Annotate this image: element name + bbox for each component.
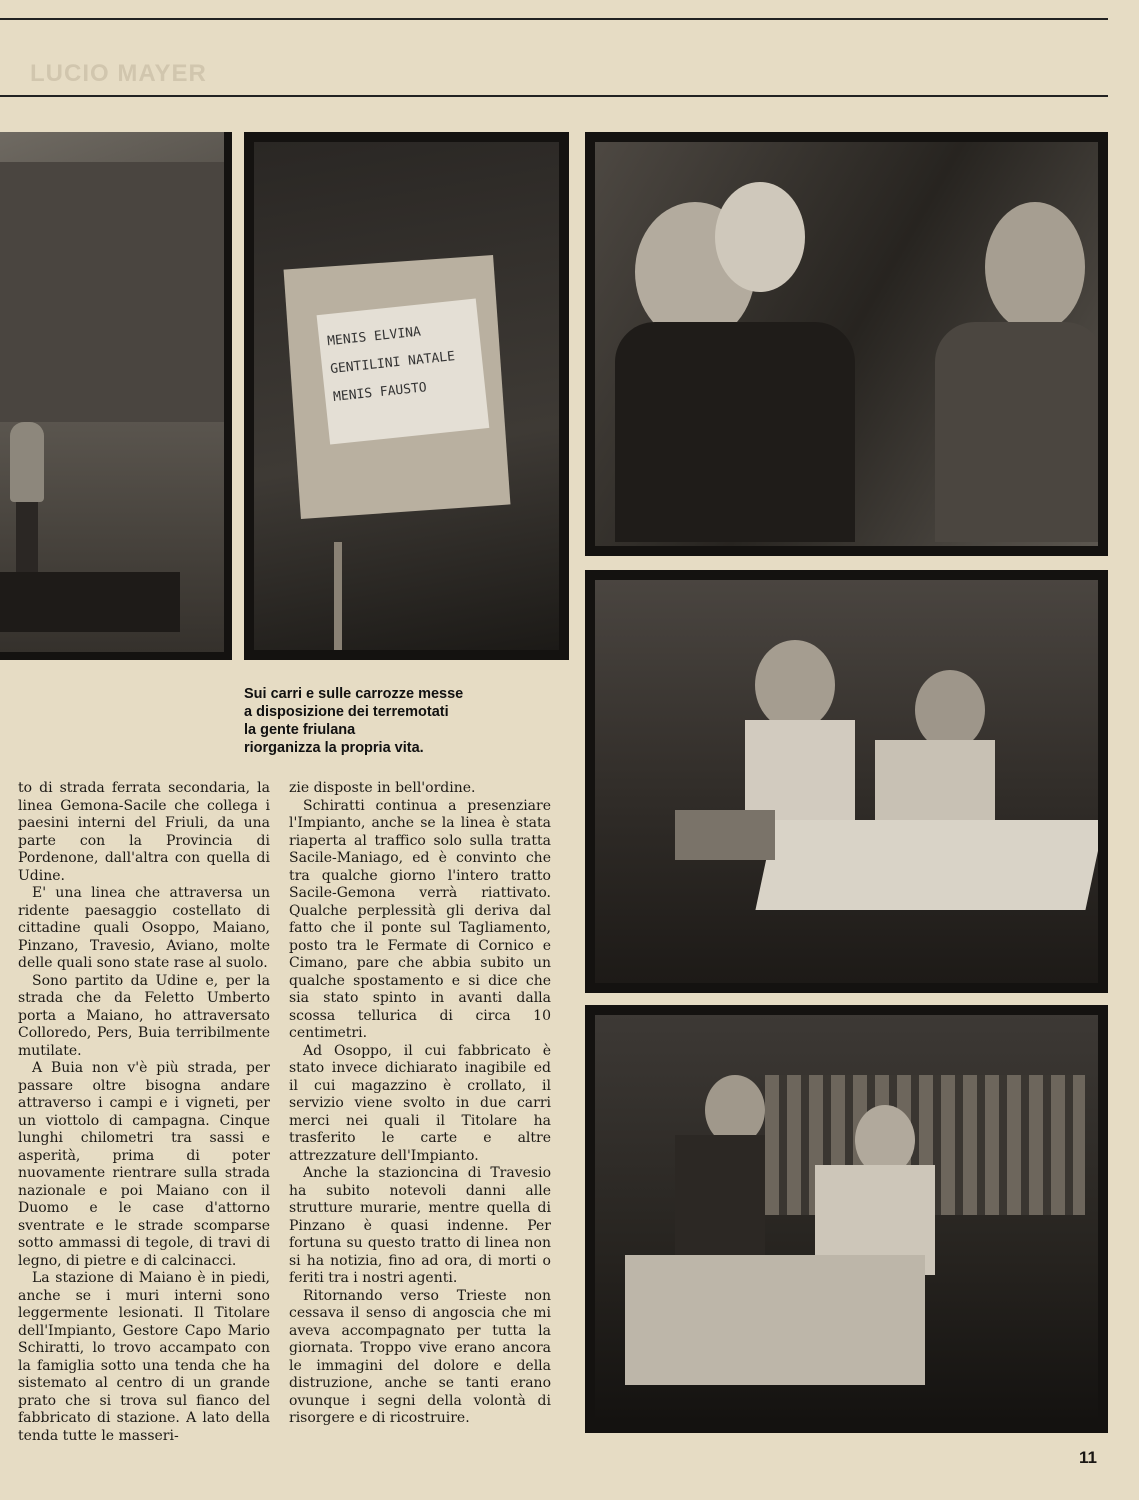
caption-line: Sui carri e sulle carrozze messe — [244, 686, 464, 702]
article-paragraph: to di strada ferrata secondaria, la linea Gemona-Sacile che collega i paesini interni del Friuli, da una parte con la Provincia di Pordenone, dall'altra con quella di Udine. — [18, 780, 270, 884]
article-paragraph: E' una linea che attraversa un ridente paesaggio costellato di cittadine quali Osoppo, Maiano, Pinzano, Travesio, Aviano, molte delle quali sono state rase al suolo. — [18, 885, 270, 971]
faded-header: LUCIO MAYER — [30, 60, 207, 87]
article-paragraph: Anche la stazioncina di Travesio ha subito notevoli danni alle strutture murarie, mentre quella di Pinzano è quasi indenne. Per fortuna su questo tratto di linea non si ha notizia, fino ad ora, di morti o feriti tra i nostri agenti. — [289, 1165, 551, 1286]
sign-board — [284, 255, 511, 519]
caption-line: la gente friulana — [244, 722, 356, 738]
photo-caption — [244, 685, 544, 757]
sign-line: MENIS FAUSTO — [332, 380, 428, 405]
article-paragraph: La stazione di Maiano è in piedi, anche se i muri interni sono leggermente lesionati. Il Titolare dell'Impianto, Gestore Capo Mario Schiratti, lo trovo accampato con la famiglia sotto una tenda che ha sistemato al centro di un grande prato che si trova sul fianco del fabbricato di stazione. A lato della tenda tutte le masseri- — [18, 1270, 270, 1444]
article-paragraph: Ad Osoppo, il cui fabbricato è stato invece dichiarato inagibile ed il cui magazzino è crollato, il servizio viene svolto in due carri merci nei quali il Titolare ha trasferito le carte e altre attrezzature dell'Impianto. — [289, 1042, 551, 1164]
photo-clothes-storeroom — [585, 1005, 1108, 1433]
sign-line: MENIS ELVINA — [326, 324, 422, 350]
caption-line: a disposizione dei terremotati — [244, 704, 449, 720]
header-rule — [0, 95, 1108, 97]
photo-mother-child — [585, 132, 1108, 556]
sign-line: GENTILINI NATALE — [329, 349, 456, 378]
article-paragraph: Schiratti continua a presenziare l'Impianto, anche se la linea è stata riaperta al traffico solo sulla tratta Sacile-Maniago, ed è convinto che tra qualche giorno l'intero tratto Sacile-Gemona verrà riattivato. Qualche perplessità gli deriva dal fatto che il ponte sul Tagliamento, posto tra le Fermate di Cornico e Cimano, pare che abbia subito un qualche spostamento e si dice che sia stato spinto in avanti dalla scossa tellurica di circa 10 centimetri. — [289, 797, 551, 1041]
photo-kitchen — [585, 570, 1108, 993]
page-number: 11 — [1079, 1448, 1097, 1467]
article-paragraph: Ritornando verso Trieste non cessava il senso di angoscia che mi aveva accompagnato per tutta la giornata. Troppo vive erano ancora le immagini del dolore e della distruzione, anche se tanti erano ovunque i segni della volontà di risorgere e di ricostruire. — [289, 1287, 551, 1426]
article-paragraph: A Buia non v'è più strada, per passare oltre bisogna andare attraverso i campi e i vigneti, per un viottolo di campagna. Cinque lunghi chilometri tra sassi e asperità, prima di poter nuovamente rientrare sulla strada nazionale e poi Maiano con il Duomo e le case d'attorno sventrate e le strade scomparse sotto ammassi di tegole, di travi di legno, di pietre e di calcinacci. — [18, 1060, 270, 1269]
caption-line: riorganizza la propria vita. — [244, 740, 424, 756]
photo-name-sign — [244, 132, 569, 660]
top-rule — [0, 18, 1108, 20]
article-paragraph: Sono partito da Udine e, per la strada che da Feletto Umberto porta a Maiano, ho attraversato Colloredo, Pers, Buia terribilmente mutilate. — [18, 972, 270, 1059]
article-column-2 — [289, 780, 551, 1428]
article-column-1 — [18, 780, 270, 1445]
sign-paper — [317, 299, 490, 445]
photo-freight-car — [0, 132, 232, 660]
article-paragraph: zie disposte in bell'ordine. — [289, 780, 476, 796]
